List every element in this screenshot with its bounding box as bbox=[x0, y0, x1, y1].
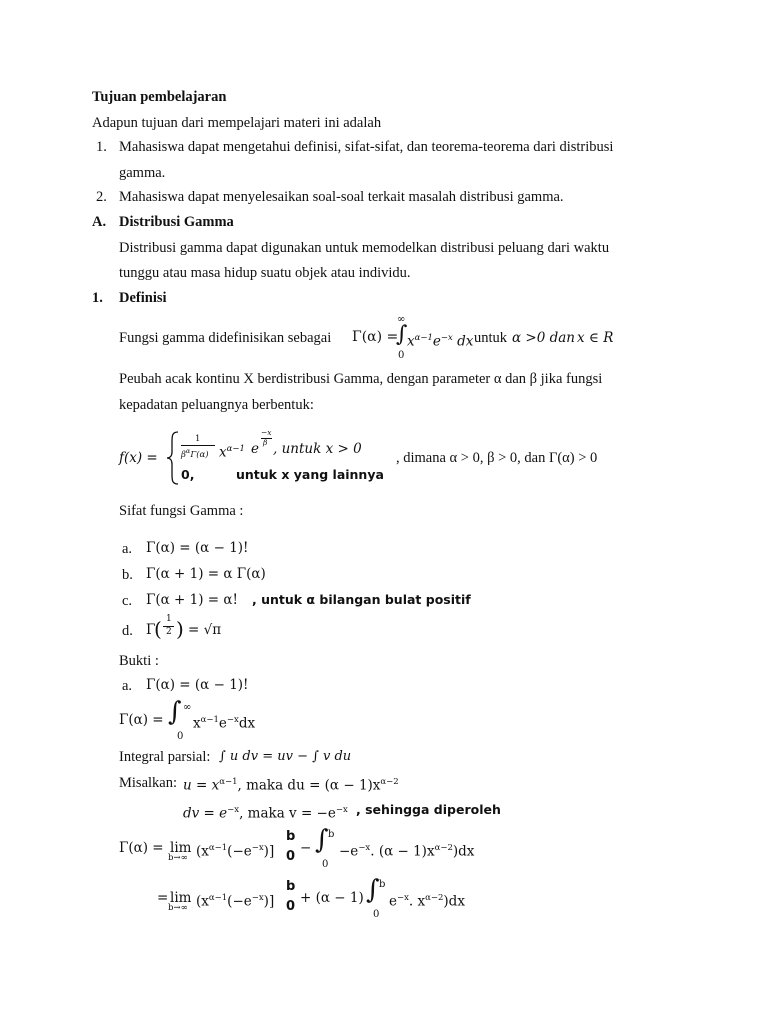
sifat-d-frac-den: 2 bbox=[166, 627, 172, 637]
eq2-int-lower: 0 bbox=[373, 909, 380, 920]
section-1-title: Definisi bbox=[119, 290, 167, 306]
pdf-case2-value: 0, bbox=[181, 467, 195, 482]
objective-1-line2: gamma. bbox=[119, 165, 166, 181]
eq1-lhs: Γ(α) = bbox=[119, 840, 164, 856]
sifat-d-label: d. bbox=[122, 623, 133, 639]
section-a-text-line1: Distribusi gamma dapat digunakan untuk memodelkan distribusi peluang dari waktu bbox=[119, 240, 610, 256]
sifat-d-rhs: = √π bbox=[188, 622, 222, 638]
pdf-case2-condition: untuk x yang lainnya bbox=[236, 467, 384, 482]
pdf-brace-icon bbox=[166, 430, 180, 486]
eq1-integral-sign: ∫ bbox=[315, 825, 329, 855]
pdf-x-term: $x^{\alpha-1}$ bbox=[219, 444, 245, 461]
objective-2-number: 2. bbox=[96, 189, 107, 205]
bukti-dv-expr: dv = $e^{-x}$, maka $v = -e^{-x}$ bbox=[183, 805, 348, 822]
eq1-lim: lim bbox=[170, 840, 192, 856]
eq2-plus-term: + (α − 1) bbox=[300, 890, 364, 906]
bukti-gamma-integral-sign: ∫ bbox=[168, 697, 182, 727]
eq1-lim-sub: b→∞ bbox=[168, 853, 188, 863]
section-a-label: A. bbox=[92, 214, 107, 230]
pdf-dimana: , dimana α > 0, β > 0, dan Γ(α) > 0 bbox=[396, 450, 598, 466]
bukti-dv-note: , sehingga diperoleh bbox=[356, 802, 501, 817]
bukti-gamma-int-upper: ∞ bbox=[183, 702, 192, 713]
bukti-parsial-expr: ∫ u dv = uv − ∫ v du bbox=[219, 749, 352, 764]
pdf-case1-condition: , untuk x > 0 bbox=[273, 441, 362, 457]
sifat-title: Sifat fungsi Gamma : bbox=[119, 503, 244, 519]
eq2-eval-bottom: 0 bbox=[286, 899, 296, 914]
bukti-gamma-int-lower: 0 bbox=[177, 731, 184, 742]
gamma-def-integral-sign: ∫ bbox=[396, 322, 408, 347]
gamma-def-lower-limit: 0 bbox=[398, 350, 405, 361]
eq1-int-lower: 0 bbox=[322, 859, 329, 870]
pdf-e-exp-num: −x bbox=[261, 428, 272, 437]
sifat-d-paren-close: ) bbox=[176, 617, 184, 641]
pdf-frac-den: $\beta^\alpha\Gamma(\alpha)$ bbox=[181, 447, 209, 460]
bukti-title: Bukti : bbox=[119, 653, 159, 669]
eq2-lim-sub: b→∞ bbox=[168, 903, 188, 913]
heading-tujuan: Tujuan pembelajaran bbox=[92, 89, 227, 105]
pdf-lhs: f(x) = bbox=[119, 450, 158, 466]
peubah-line1: Peubah acak kontinu X berdistribusi Gamma, dengan parameter α dan β jika fungsi bbox=[119, 371, 603, 387]
section-a-title: Distribusi Gamma bbox=[119, 214, 234, 230]
eq2-eval-top: b bbox=[286, 879, 296, 894]
intro-text: Adapun tujuan dari mempelajari materi ini adalah bbox=[92, 115, 382, 131]
gamma-def-cond-untuk: untuk bbox=[474, 330, 508, 346]
gamma-def-cond-x: x ∈ R bbox=[577, 330, 614, 346]
sifat-c-expr: Γ(α + 1) = α! bbox=[146, 592, 238, 608]
bukti-a-expr: Γ(α) = (α − 1)! bbox=[146, 677, 249, 693]
eq2-lim: lim bbox=[170, 890, 192, 906]
eq1-int-upper: b bbox=[328, 829, 335, 840]
bukti-misal-label: Misalkan: bbox=[119, 775, 177, 791]
eq2-equals: = bbox=[157, 890, 169, 906]
bukti-gamma-int-lhs: Γ(α) = bbox=[119, 712, 164, 728]
pdf-frac-num: 1 bbox=[195, 434, 201, 444]
section-1-label: 1. bbox=[92, 290, 103, 306]
eq2-term: $(x^{\alpha-1}(-e^{-x})]$ bbox=[196, 893, 275, 910]
sifat-c-note: , untuk α bilangan bulat positif bbox=[252, 592, 471, 607]
sifat-b-label: b. bbox=[122, 567, 133, 583]
sifat-d-paren-open: ( bbox=[154, 617, 162, 641]
eq1-term: $(x^{\alpha-1}(-e^{-x})]$ bbox=[196, 843, 275, 860]
bukti-misal-expr: $u = x^{\alpha-1}$, maka du = $(\alpha - 1)x^{\alpha-2}$ bbox=[183, 777, 399, 794]
eq1-eval-bottom: 0 bbox=[286, 849, 296, 864]
sifat-c-label: c. bbox=[122, 593, 133, 609]
gamma-def-cond-alpha: α >0 dan bbox=[512, 330, 575, 346]
eq1-minus: − bbox=[300, 840, 312, 856]
gamma-def-upper-limit: ∞ bbox=[397, 314, 406, 325]
sifat-a-expr: Γ(α) = (α − 1)! bbox=[146, 540, 249, 556]
eq2-integrand: $e^{-x}$. $x^{\alpha-2})dx$ bbox=[389, 893, 465, 910]
bukti-a-label: a. bbox=[122, 678, 133, 694]
objective-2-line1: Mahasiswa dapat menyelesaikan soal-soal terkait masalah distribusi gamma. bbox=[119, 189, 564, 205]
sifat-b-expr: Γ(α + 1) = α Γ(α) bbox=[146, 566, 266, 582]
objective-1-number: 1. bbox=[96, 139, 107, 155]
eq2-integral-sign: ∫ bbox=[366, 875, 380, 905]
sifat-a-label: a. bbox=[122, 541, 133, 557]
pdf-e-term: e bbox=[251, 441, 259, 457]
objective-1-line1: Mahasiswa dapat mengetahui definisi, sifat-sifat, dan teorema-teorema dari distribusi bbox=[119, 139, 614, 155]
peubah-line2: kepadatan peluangnya berbentuk: bbox=[119, 397, 314, 413]
gamma-def-text: Fungsi gamma didefinisikan sebagai bbox=[119, 330, 332, 346]
bukti-parsial-label: Integral parsial: bbox=[119, 749, 211, 765]
gamma-def-lhs: Γ(α) = bbox=[352, 329, 399, 345]
sifat-d-frac-num: 1 bbox=[166, 614, 172, 624]
gamma-def-integrand: $x^{\alpha-1}e^{-x}$ dx bbox=[407, 333, 474, 350]
pdf-e-exp-den: β bbox=[263, 438, 268, 447]
bukti-gamma-int-body: $x^{\alpha-1}e^{-x}dx$ bbox=[193, 715, 256, 732]
section-a-text-line2: tunggu atau masa hidup suatu objek atau individu. bbox=[119, 265, 411, 281]
sifat-d-gamma: Γ bbox=[146, 622, 156, 638]
eq2-int-upper: b bbox=[379, 879, 386, 890]
eq1-integrand: $-e^{-x}$. $(\alpha - 1)x^{\alpha-2})dx$ bbox=[339, 843, 475, 860]
eq1-eval-top: b bbox=[286, 829, 296, 844]
